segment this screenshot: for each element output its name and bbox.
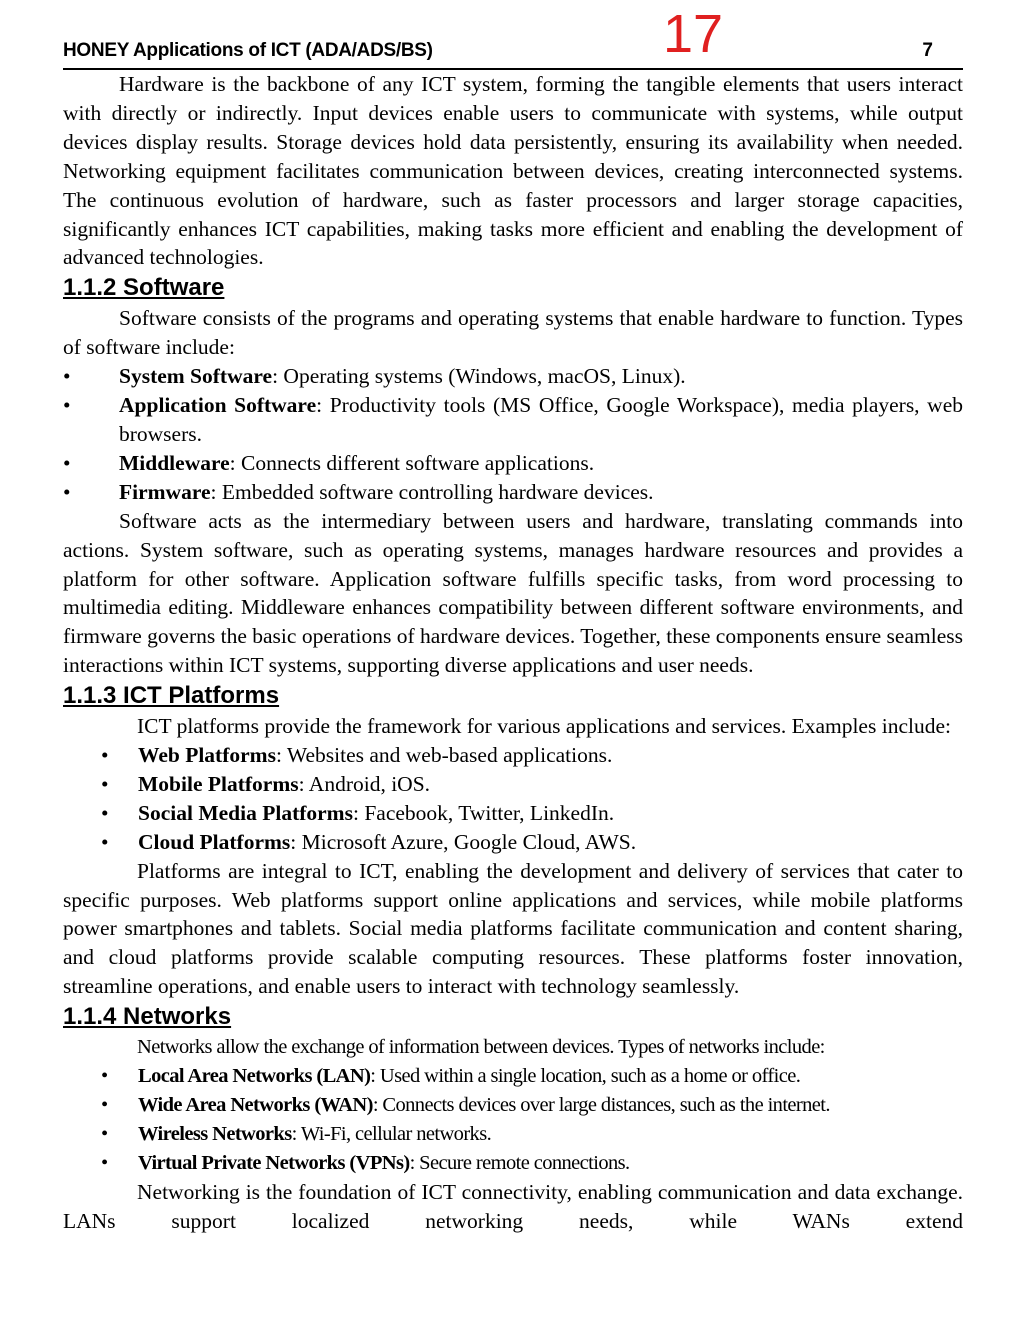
software-types-list xyxy=(63,362,963,507)
bullet-icon: • xyxy=(63,364,71,389)
list-item xyxy=(63,1149,963,1178)
list-desc: : Used within a single location, such as a home or office. xyxy=(370,1065,801,1088)
bullet-icon: • xyxy=(101,829,109,854)
list-term: Web Platforms xyxy=(138,743,276,768)
list-item xyxy=(63,1091,963,1120)
list-term: Middleware xyxy=(119,450,230,475)
list-item xyxy=(63,828,963,857)
section-heading-software: 1.1.2 Software xyxy=(63,274,225,302)
list-item xyxy=(63,741,963,770)
list-desc: : Connects different software applications. xyxy=(229,450,595,475)
page-number: 7 xyxy=(922,40,933,61)
section-heading-networks: 1.1.4 Networks xyxy=(63,1003,232,1031)
list-desc: : Wi-Fi, cellular networks. xyxy=(291,1122,492,1145)
list-desc: : Secure remote connections. xyxy=(409,1151,630,1174)
list-item xyxy=(63,449,963,478)
list-term: Local Area Networks (LAN) xyxy=(138,1065,371,1088)
list-item xyxy=(63,799,963,828)
bullet-icon: • xyxy=(101,1094,108,1116)
list-term: System Software xyxy=(119,364,273,389)
bullet-icon: • xyxy=(101,771,109,796)
list-desc: : Android, iOS. xyxy=(298,771,431,796)
section-lead: Networks allow the exchange of information between devices. Types of networks include: xyxy=(137,1036,825,1059)
list-term: Firmware xyxy=(119,479,211,504)
bullet-icon: • xyxy=(101,1122,108,1145)
intro-paragraph: Hardware is the backbone of any ICT system, forming the tangible elements that users interact with directly or indirectly. Input devices enable users to communicate with systems, while output devices display results. Storage devices hold data persistently, ensuring its availability when needed. Networking equipment facilitates communication between devices, creating interconnected systems. The continuous evolution of hardware, such as faster processors and larger storage capacities, significantly enhances ICT capabilities, making tasks more efficient and enabling the development of advanced technologies. xyxy=(63,72,963,270)
list-desc: : Microsoft Azure, Google Cloud, AWS. xyxy=(290,829,637,854)
document-page xyxy=(63,0,963,1236)
list-term: Application Software xyxy=(119,393,317,418)
networks-list xyxy=(63,1062,963,1178)
bullet-icon: • xyxy=(63,450,71,475)
header-title: HONEY Applications of ICT (ADA/ADS/BS) xyxy=(63,40,433,61)
bullet-icon: • xyxy=(101,800,109,825)
list-item xyxy=(63,1062,963,1091)
page-annotation: 17 xyxy=(663,4,724,64)
bullet-icon: • xyxy=(101,1065,108,1088)
list-desc: : Productivity tools (MS Office, Google Workspace), media players, web browsers. xyxy=(119,393,963,446)
list-item xyxy=(63,1120,963,1149)
bullet-icon: • xyxy=(101,743,109,768)
bullet-icon: • xyxy=(63,393,71,418)
section-lead: Software consists of the programs and operating systems that enable hardware to function. Types of software include: xyxy=(63,306,963,360)
bullet-icon: • xyxy=(101,1151,108,1174)
list-term: Social Media Platforms xyxy=(138,800,353,825)
list-desc: : Embedded software controlling hardware devices. xyxy=(210,479,654,504)
list-desc: : Websites and web-based applications. xyxy=(275,743,613,768)
list-item xyxy=(63,478,963,507)
document-body xyxy=(63,70,963,1236)
list-term: Wireless Networks xyxy=(138,1122,292,1145)
list-term: Cloud Platforms xyxy=(138,829,291,854)
bullet-icon: • xyxy=(63,479,71,504)
running-header xyxy=(63,0,963,70)
list-item xyxy=(63,391,963,449)
section-heading-ict-platforms: 1.1.3 ICT Platforms xyxy=(63,682,280,710)
list-desc: : Facebook, Twitter, LinkedIn. xyxy=(352,800,615,825)
section-closing: Networking is the foundation of ICT connectivity, enabling communication and data exchange. LANs support localized networking needs, while WANs extend xyxy=(63,1179,963,1233)
list-term: Virtual Private Networks (VPNs) xyxy=(138,1151,410,1174)
section-closing: Software acts as the intermediary between users and hardware, translating commands into actions. System software, such as operating systems, manages hardware resources and provides a platform for other software. Application software fulfills specific tasks, from word processing to multimedia editing. Middleware enhances compatibility between different software environments, and firmware governs the basic operations of hardware devices. Together, these components ensure seamless interactions within ICT systems, supporting diverse applications and user needs. xyxy=(63,508,963,678)
list-desc: : Operating systems (Windows, macOS, Linux). xyxy=(272,364,686,389)
list-term: Mobile Platforms xyxy=(138,771,299,796)
list-item xyxy=(63,770,963,799)
list-desc: : Connects devices over large distances, such as the internet. xyxy=(372,1094,830,1116)
list-item xyxy=(63,362,963,391)
list-term: Wide Area Networks (WAN) xyxy=(138,1094,373,1116)
section-lead: ICT platforms provide the framework for various applications and services. Examples include: xyxy=(137,714,951,739)
section-closing: Platforms are integral to ICT, enabling the development and delivery of services that cater to specific purposes. Web platforms support online applications and services, while mobile platforms power smartphones and tablets. Social media platforms facilitate communication and content sharing, and cloud platforms provide scalable computing resources. These platforms foster innovation, streamline operations, and enable users to interact with technology seamlessly. xyxy=(63,858,963,999)
platforms-list xyxy=(63,741,963,857)
